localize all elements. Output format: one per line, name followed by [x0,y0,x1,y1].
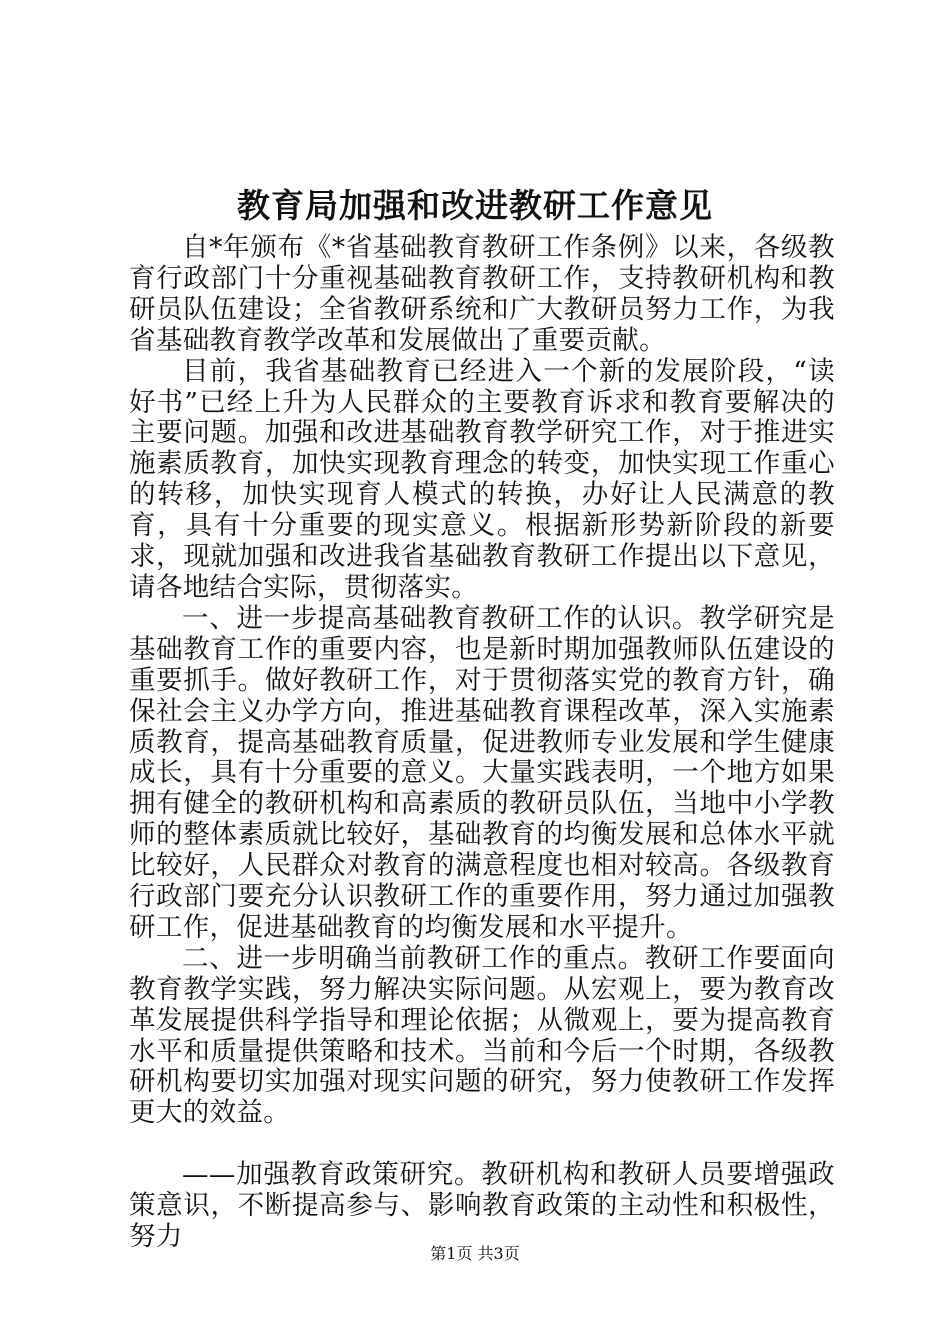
page-number: 第1页 共3页 [430,1244,520,1263]
paragraph-intro: 自*年颁布《*省基础教育教研工作条例》以来，各级教育行政部门十分重视基础教育教研工作，支持教研机构和教研员队伍建设；全省教研系统和广大教研员努力工作，为我省基础教育教学改革和发展做出了重要贡献。 [129,232,835,356]
paragraph-section-one: 一、进一步提高基础教育教研工作的认识。教学研究是基础教育工作的重要内容，也是新时期加强教师队伍建设的重要抓手。做好教研工作，对于贯彻落实党的教育方针，确保社会主义办学方向，推进基础教育课程改革，深入实施素质教育，提高基础教育质量，促进教师专业发展和学生健康成长，具有十分重要的意义。大量实践表明，一个地方如果拥有健全的教研机构和高素质的教研员队伍，当地中小学教师的整体素质就比较好，基础教育的均衡发展和总体水平就比较好，人民群众对教育的满意程度也相对较高。各级教育行政部门要充分认识教研工作的重要作用，努力通过加强教研工作，促进基础教育的均衡发展和水平提升。 [129,602,835,943]
paragraph-policy-research: ——加强教育政策研究。教研机构和教研人员要增强政策意识，不断提高参与、影响教育政策的主动性和积极性，努力 [129,1159,835,1252]
paragraph-section-two: 二、进一步明确当前教研工作的重点。教研工作要面向教育教学实践，努力解决实际问题。从宏观上，要为教育改革发展提供科学指导和理论依据；从微观上，要为提高教育水平和质量提供策略和技术。当前和今后一个时期，各级教研机构要切实加强对现实问题的研究，努力使教研工作发挥更大的效益。 [129,942,835,1129]
paragraph-background: 目前，我省基础教育已经进入一个新的发展阶段，“读好书”已经上升为人民群众的主要教育诉求和教育要解决的主要问题。加强和改进基础教育教学研究工作，对于推进实施素质教育，加快实现教育理念的转变，加快实现工作重心的转移，加快实现育人模式的转换，办好让人民满意的教育，具有十分重要的现实意义。根据新形势新阶段的新要求，现就加强和改进我省基础教育教研工作提出以下意见，请各地结合实际，贯彻落实。 [129,355,835,603]
document-body [129,233,835,1253]
document-title: 教育局加强和改进教研工作意见 [237,186,713,225]
